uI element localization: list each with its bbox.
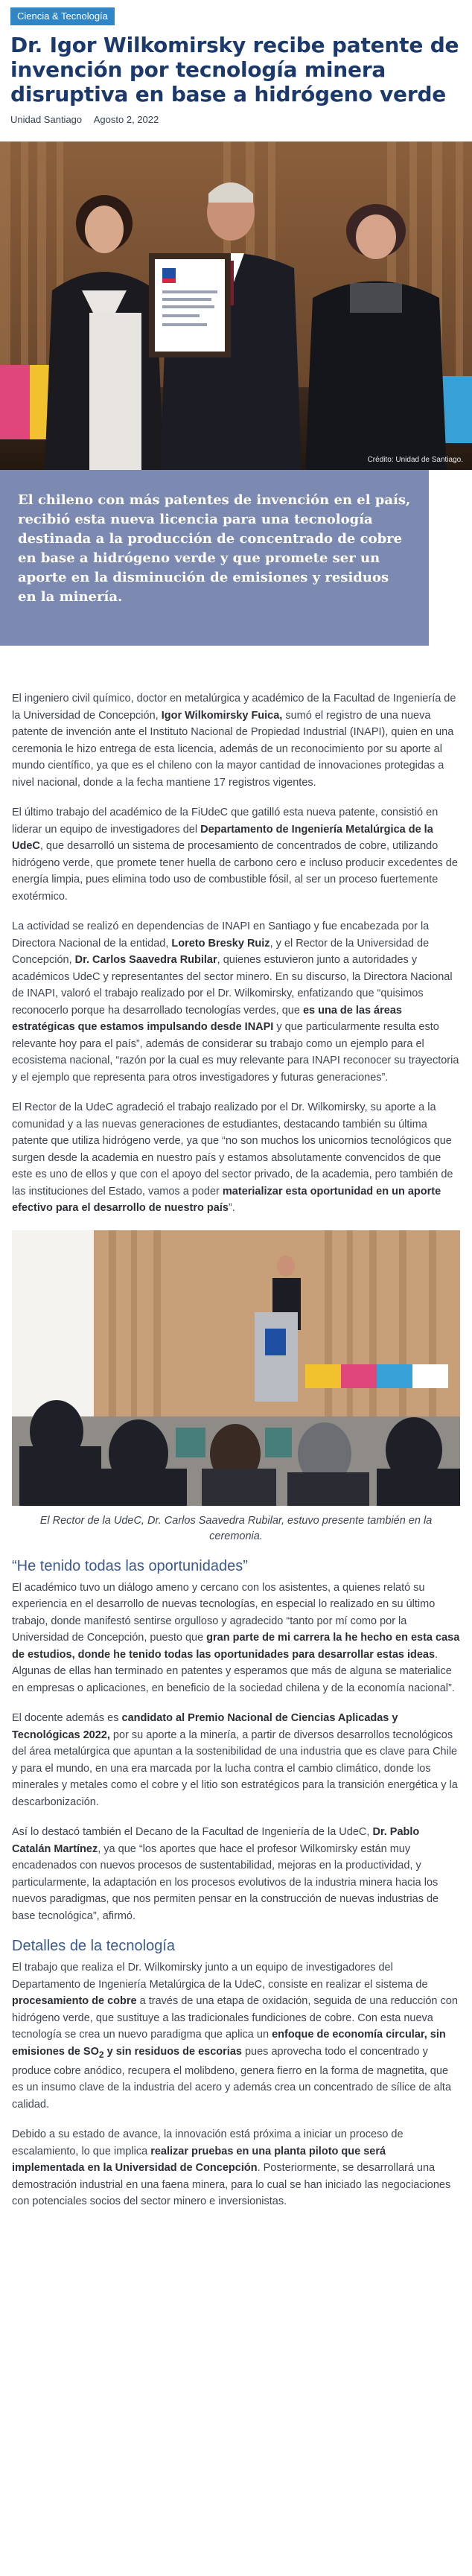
paragraph-8 xyxy=(12,1959,460,2113)
hero-photo xyxy=(0,141,472,470)
paragraph-6 xyxy=(12,1710,460,1810)
publish-date: Agosto 2, 2022 xyxy=(93,114,159,125)
bold-department: Departamento de Ingeniería Metalúrgica de la UdeC xyxy=(12,823,433,852)
text: . Algunas de ellas han terminado en patentes y esperamos que más de alguna se materialice en empresas o aplicaciones, en beneficio de la sociedad chilena y de la economía nacional”. xyxy=(12,1648,455,1694)
bold-name: Igor Wilkomirsky Fuica, xyxy=(161,709,283,722)
text: La actividad se realizó en dependencias de INAPI en Santiago y fue encabezada por la Directora Nacional de la entidad, xyxy=(12,920,430,950)
bold-quote: materializar esta oportunidad en un aporte efectivo para el desarrollo de nuestro país xyxy=(12,1185,441,1214)
text: enfoque de economía circular, sin emisiones de SO xyxy=(12,2029,446,2058)
article-title: Dr. Igor Wilkomirsky recibe patente de invención por tecnología minera disruptiva en base a hidrógeno verde xyxy=(10,33,459,106)
paragraph-5 xyxy=(12,1580,460,1697)
paragraph-2 xyxy=(12,804,460,905)
text: El último trabajo del académico de la FiUdeC que gatilló esta nueva patente, consistió en liderar un equipo de investigadores del xyxy=(12,807,438,836)
bold-name: Loreto Bresky Ruiz xyxy=(171,937,270,950)
hero-photo-illustration xyxy=(0,141,472,470)
text: El ingeniero civil químico, doctor en metalúrgica y académico de la Facultad de Ingeniería de la Universidad de Concepción, xyxy=(12,693,456,722)
text: sumó el registro de una nueva patente de invención ante el Instituto Nacional de Propiedad Industrial (INAPI), quien en una ceremonia le hizo entrega de esta licencia, además de un reconocimiento por su aporte al mundo científico, ya que es el chileno con la mayor cantidad de innovaciones protegidas a nivel nacional, donde a la fecha mantiene 17 registros vigentes. xyxy=(12,709,454,789)
bold-name: Dr. Pablo Catalán Martínez xyxy=(12,1826,420,1855)
text: El Rector de la UdeC agradeció el trabajo realizado por el Dr. Wilkomirsky, su aporte a la comunidad y a las nuevas generaciones de estudiantes, destacando también su última patente que utiliza hidrógeno verde, ya que “no son muchos los unicornios tecnológicos que surgen desde la academia en nuestro país y estamos absolutamente convencidos de que este es uno de ellos y que con el apoyo del sector privado, de la academia, pero también de las instituciones del Estado, vamos a poder xyxy=(12,1101,453,1198)
bold-term: realizar pruebas en una planta piloto que será implementada en la Universidad de Concepción xyxy=(12,2145,386,2175)
text: , y el Rector de la Universidad de Concepción, xyxy=(12,937,430,966)
paragraph-7 xyxy=(12,1824,460,1924)
photo-credit: Crédito: Unidad de Santiago. xyxy=(367,456,463,464)
author-link[interactable]: Unidad Santiago xyxy=(10,114,83,125)
text: , quienes estuvieron junto a autoridades y académicos UdeC y representantes del sector minero. En su discurso, la Directora Nacional de INAPI, valoró el trabajo realizado por el Dr. Wilkomirsky, enfatizando que “quisimos reconocerlo porque ha desarrollado tecnologías verdes, que xyxy=(12,954,453,1017)
figure-caption: El Rector de la UdeC, Dr. Carlos Saavedra Rubilar, estuvo presente también en la ceremonia. xyxy=(39,1514,433,1542)
bold-quote: es una de las áreas estratégicas que estamos impulsando desde INAPI xyxy=(12,1004,402,1033)
text: , que desarrolló un sistema de procesamiento de concentrados de cobre, utilizando hidrógeno verde, que promete tener huella de carbono cero e incluso producir excedentes de energía limpia, pues elimina todo uso de combustible fósil, al ser un proceso fuertemente exotérmico. xyxy=(12,840,458,903)
ceremony-photo-illustration xyxy=(12,1230,460,1506)
text: Debido a su estado de avance, la innovación está próxima a iniciar un proceso de escalamiento, lo que implica xyxy=(12,2128,404,2157)
text: , ya que “los aportes que hace el profesor Wilkomirsky están muy encadenados con nuevos procesos de sustentabilidad, mejoras en la productividad, y particularmente, la adaptación en los procesos evolutivos de la industria minera hacia los nuevos paradigmas, que nos permiten pensar en la construcción de nuevas industrias de base tecnológica”, afirmó. xyxy=(12,1842,439,1922)
text: y sin residuos de escorias xyxy=(103,2045,242,2058)
text: Así lo destacó también el Decano de la Facultad de Ingeniería de la UdeC, xyxy=(12,1826,373,1838)
section-heading-detalles: Detalles de la tecnología xyxy=(12,1938,176,1954)
ceremony-photo xyxy=(12,1230,460,1506)
figure-ceremony xyxy=(12,1230,460,1545)
section-heading-oportunidades: “He tenido todas las oportunidades” xyxy=(12,1557,248,1574)
paragraph-1 xyxy=(12,690,460,791)
bold-award: candidato al Premio Nacional de Ciencias Aplicadas y Tecnológicas 2022, xyxy=(12,1712,398,1741)
text: pues aprovecha todo el concentrado y produce cobre anódico, recupera el molibdeno, genera fierro en la forma de magnetita, que es un insumo clave de la industria del acero y además crea un concentrado de sílice de alta calidad. xyxy=(12,2045,452,2111)
paragraph-4 xyxy=(12,1099,460,1217)
bold-quote: gran parte de mi carrera la he hecho en esta casa de estudios, donde he tenido todas las oportunidades para desarrollar estas ideas xyxy=(12,1632,460,1661)
bold-term: procesamiento de cobre xyxy=(12,1995,137,2007)
text: por su aporte a la minería, a partir de diversos desarrollos tecnológicos del área metalúrgica que apuntan a la sostenibilidad de una industria que es clave para Chile y para el mundo, en una era marcada por la lucha contra el cambio climático, donde los minerales y metales como el cobre y el litio son estratégicos para la transición energética y la descarbonización. xyxy=(12,1729,458,1808)
article-body xyxy=(0,646,472,2210)
text: y que particularmente resulta esto relevante hoy para el país”, además de considerar su trabajo como un ejemplo para el ecosistema nacional, “razón por la cual es muy relevante para INAPI reconocer su trayectoria y el ejemplo que representa para otros investigadores y futuras generaciones”. xyxy=(12,1021,459,1084)
paragraph-3 xyxy=(12,918,460,1086)
text: a través de una etapa de oxidación, seguida de una reducción con hidrógeno verde, que sustituye a las tradicionales fundiciones de cobre. Con esta nueva tecnología se crea un nuevo paradigma que aplica un xyxy=(12,1995,458,2041)
text: El docente además es xyxy=(12,1712,122,1724)
subscript: 2 xyxy=(98,2049,104,2060)
article-header xyxy=(0,0,472,125)
paragraph-9 xyxy=(12,2126,460,2210)
text: El trabajo que realiza el Dr. Wilkomirsky junto a un equipo de investigadores del Departamento de Ingeniería Metalúrgica de la UdeC, consiste en realizar el sistema de xyxy=(12,1962,428,1991)
bold-name: Dr. Carlos Saavedra Rubilar xyxy=(74,954,217,966)
lead-summary: El chileno con más patentes de invención en el país, recibió esta nueva licencia para una tecnología destinada a la producción de concentrado de cobre en base a hidrógeno verde y que promete ser un aporte en la disminución de emisiones y residuos en la minería. xyxy=(0,470,429,646)
text: El académico tuvo un diálogo ameno y cercano con los asistentes, a quienes relató su experiencia en el desarrollo de nuevas tecnologías, en especial lo realizado en su último trabajo, donde manifestó sentirse orgulloso y agradecido “tanto por mí como por la Universidad de Concepción, puesto que xyxy=(12,1581,436,1644)
article-meta xyxy=(10,114,462,125)
text: . Posteriormente, se desarrollará una demostración industrial en una faena minera, para lo cual se han iniciado las negociaciones con potenciales socios del sector minero e inversionistas. xyxy=(12,2162,451,2208)
text: ”. xyxy=(228,1202,235,1214)
category-tag[interactable]: Ciencia & Tecnología xyxy=(10,7,115,25)
